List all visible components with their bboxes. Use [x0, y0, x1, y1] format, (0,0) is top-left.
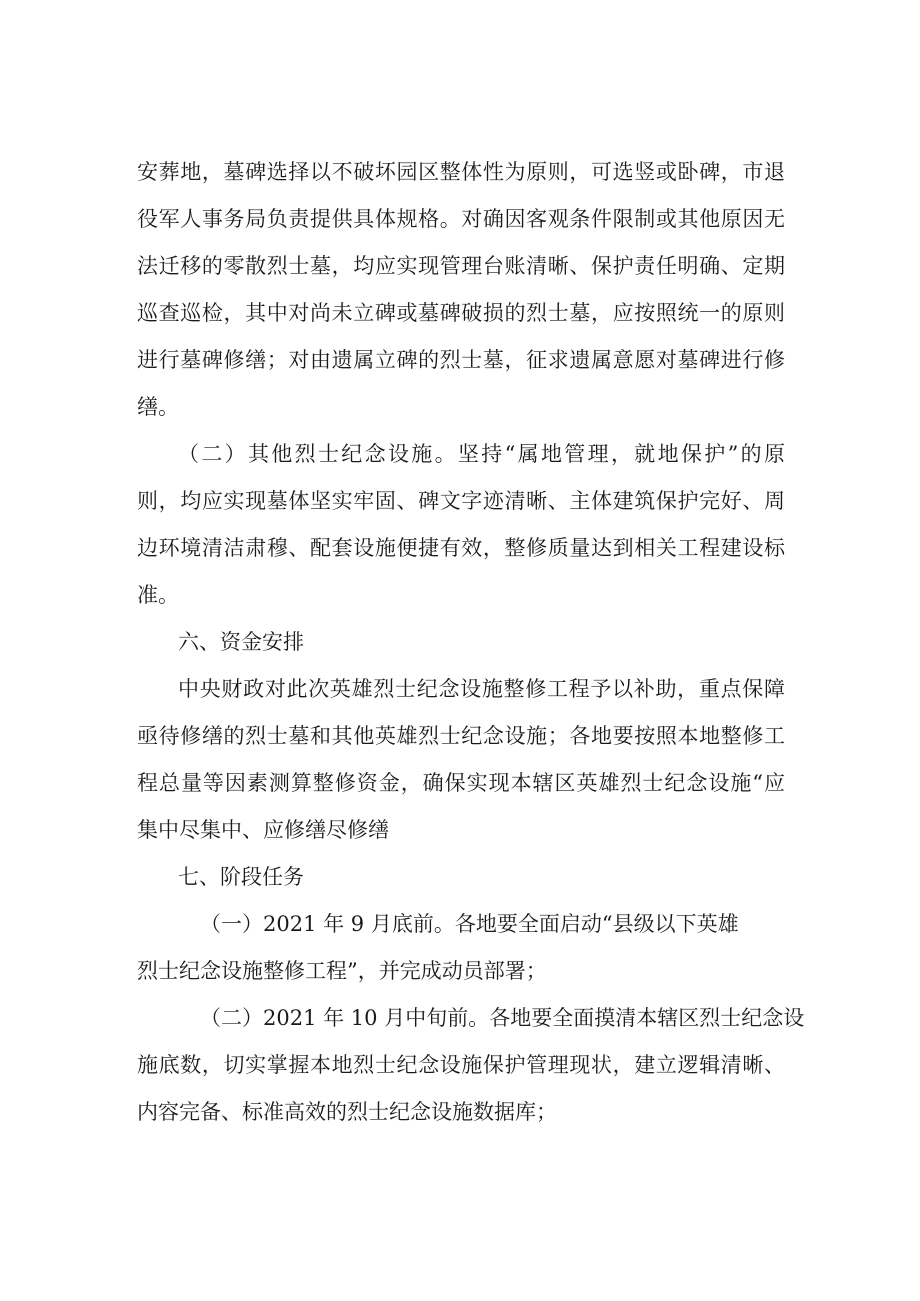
paragraph-first-line: 中央财政对此次英雄烈士纪念设施整修工程予以补助，重点保障: [178, 677, 785, 701]
paragraph-first-line: （二）2021 年 10 月中旬前。各地要全面摸清本辖区烈士纪念设: [200, 1006, 805, 1030]
paragraph-first-line: （二）其他烈士纪念设施。坚持“属地管理，就地保护”的原: [178, 442, 785, 466]
text-line: 进行墓碑修缮；对由遗属立碑的烈士墓，征求遗属意愿对墓碑进行修: [137, 348, 785, 372]
text-line: 巡查巡检，其中对尚未立碑或墓碑破损的烈士墓，应按照统一的原则: [137, 301, 785, 325]
text-line: 役军人事务局负责提供具体规格。对确因客观条件限制或其他原因无: [137, 207, 785, 231]
text-line: 集中尽集中、应修缮尽修缮: [137, 818, 389, 842]
section-heading: 七、阶段任务: [178, 865, 304, 889]
text-line: 亟待修缮的烈士墓和其他英雄烈士纪念设施；各地要按照本地整修工: [137, 724, 785, 748]
text-line: 施底数，切实掌握本地烈士纪念设施保护管理现状，建立逻辑清晰、: [137, 1053, 785, 1077]
text-line: 缮。: [137, 395, 179, 419]
section-heading: 六、资金安排: [178, 630, 304, 654]
text-line: 则，均应实现墓体坚实牢固、碑文字迹清晰、主体建筑保护完好、周: [137, 489, 785, 513]
text-line: 烈士纪念设施整修工程”，并完成动员部署；: [137, 959, 547, 983]
text-line: 准。: [137, 583, 179, 607]
text-line: 内容完备、标准高效的烈士纪念设施数据库；: [137, 1100, 557, 1124]
paragraph-first-line: （一）2021 年 9 月底前。各地要全面启动“县级以下英雄: [200, 912, 739, 936]
text-line: 法迁移的零散烈士墓，均应实现管理台账清晰、保护责任明确、定期: [137, 254, 785, 278]
text-line: 安葬地，墓碑选择以不破坏园区整体性为原则，可选竖或卧碑，市退: [137, 160, 785, 184]
text-line: 边环境清洁肃穆、配套设施便捷有效，整修质量达到相关工程建设标: [137, 536, 785, 560]
text-line: 程总量等因素测算整修资金，确保实现本辖区英雄烈士纪念设施“应: [137, 771, 785, 795]
